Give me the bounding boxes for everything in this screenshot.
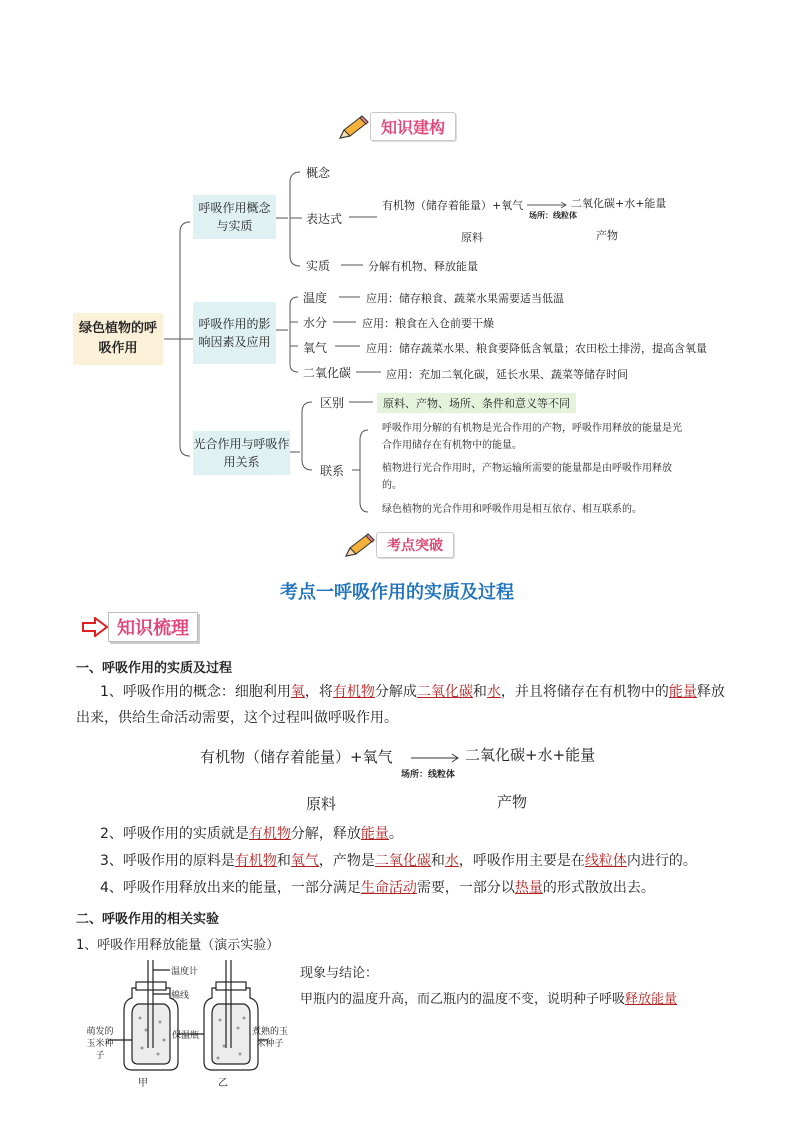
- mm-eq-prod: 产物: [596, 229, 618, 242]
- mindmap-branch-concept: 呼吸作用概念与实质: [193, 195, 276, 239]
- leaf-link: 联系: [320, 464, 345, 478]
- experiment-figure: [80, 958, 300, 1088]
- observation-text: 甲瓶内的温度升高，而乙瓶内的温度不变，说明种子呼吸释放能量: [300, 992, 678, 1007]
- factor-co2: 二氧化碳: [303, 366, 352, 380]
- mm-eq-right: 二氧化碳+水+能量: [571, 197, 667, 210]
- app-oxygen: 应用：储存蔬菜水果、粮食要降低含氧量；农田松土排涝，提高含氧量: [366, 342, 707, 355]
- observation-title: 现象与结论：: [300, 966, 379, 981]
- section2-sub: 1、呼吸作用释放能量（演示实验）: [76, 938, 280, 953]
- eq-right: 二氧化碳+水+能量: [465, 746, 596, 764]
- kaodian-title: 考点一呼吸作用的实质及过程: [280, 582, 514, 603]
- leaf-expression: 表达式: [306, 212, 343, 226]
- paragraph-2: 2、呼吸作用的实质就是有机物分解，释放能量。: [100, 826, 403, 842]
- label-left-seed: 萌发的玉米种子: [86, 1027, 114, 1061]
- section1-heading: 一、呼吸作用的实质及过程: [76, 661, 233, 676]
- mindmap-branch-relation: 光合作用与呼吸作用关系: [193, 431, 290, 475]
- link-text-1: 呼吸作用分解的有机物是光合作用的产物，呼吸作用释放的能量是光合作用储存在有机物中的能量。: [382, 423, 682, 451]
- app-co2: 应用：充加二氧化碳，延长水果、蔬菜等储存时间: [386, 368, 628, 381]
- section2-heading: 二、呼吸作用的相关实验: [76, 912, 220, 927]
- zhishi-title: 知识梳理: [108, 612, 198, 642]
- eq-raw: 原料: [306, 795, 337, 813]
- factor-temperature: 温度: [303, 291, 328, 305]
- app-temperature: 应用：储存粮食、蔬菜水果需要适当低温: [366, 292, 564, 305]
- zhishi-badge: [82, 612, 198, 642]
- label-flask: 保温瓶: [172, 1031, 200, 1041]
- label-right-seed: 煮熟的玉米种子: [251, 1027, 288, 1049]
- difference-text: 原料、产物、场所、条件和意义等不同: [377, 393, 576, 413]
- app-water: 应用：粮食在入仓前要干燥: [362, 317, 494, 330]
- eq-prod: 产物: [497, 793, 528, 811]
- paragraph-4: 4、呼吸作用释放出来的能量，一部分满足生命活动需要，一部分以热量的形式散放出去。: [100, 880, 655, 896]
- section-title-breakthrough: 考点突破: [376, 532, 454, 558]
- section-title-knowledge: 知识建构: [370, 112, 456, 141]
- factor-water: 水分: [303, 316, 328, 330]
- mm-eq-raw: 原料: [461, 231, 483, 244]
- mm-eq-left: 有机物（储存着能量）+氧气: [382, 199, 524, 212]
- leaf-concept: 概念: [306, 166, 331, 180]
- label-cotton: 棉线: [171, 991, 190, 1001]
- paragraph-3: 3、呼吸作用的原料是有机物和氧气，产物是二氧化碳和水，呼吸作用主要是在线粒体内进行的。: [100, 853, 697, 869]
- pencil-icon: [342, 532, 376, 558]
- label-yi: 乙: [218, 1078, 228, 1089]
- paragraph-1: 1、呼吸作用的概念：细胞利用氧，将有机物分解成二氧化碳和水，并且将储存在有机物中的能量释放 出来，供给生命活动需要，这个过程叫做呼吸作用。: [76, 684, 725, 726]
- mm-eq-site: 场所：线粒体: [529, 211, 577, 220]
- leaf-essence: 实质: [306, 259, 331, 273]
- leaf-difference: 区别: [320, 396, 345, 410]
- factor-oxygen: 氧气: [303, 341, 328, 355]
- section-badge-breakthrough: [342, 532, 454, 558]
- essence-text: 分解有机物、释放能量: [368, 260, 478, 273]
- label-jia: 甲: [138, 1078, 148, 1089]
- link-text-2: 植物进行光合作用时，产物运输所需要的能量都是由呼吸作用释放的。: [382, 463, 672, 491]
- mindmap-branch-factors: 呼吸作用的影响因素及应用: [193, 302, 276, 364]
- mindmap-root: 绿色植物的呼吸作用: [73, 313, 163, 365]
- label-thermometer: 温度计: [171, 967, 199, 977]
- link-text-3: 绿色植物的光合作用和呼吸作用是相互依存、相互联系的。: [382, 504, 642, 515]
- equation-arrow: [0, 740, 794, 810]
- eq-site: 场所：线粒体: [401, 770, 456, 780]
- right-arrow-icon: [82, 617, 108, 637]
- eq-left: 有机物（储存着能量）+氧气: [200, 748, 393, 766]
